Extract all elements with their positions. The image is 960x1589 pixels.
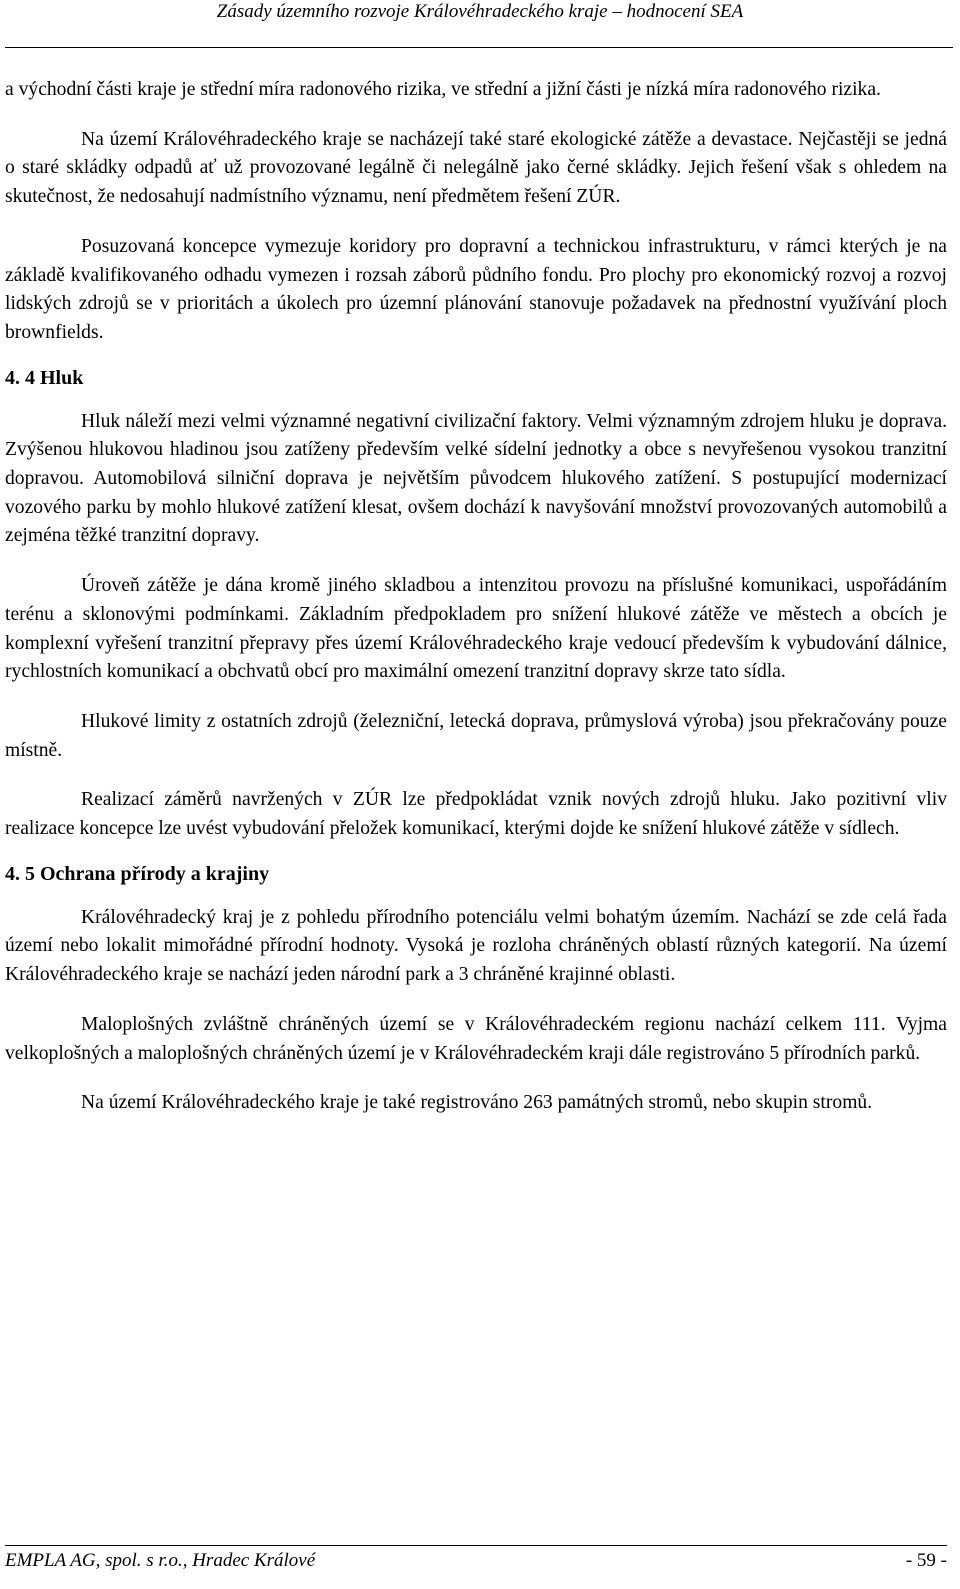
section-heading-nature: 4. 5 Ochrana přírody a krajiny	[5, 862, 270, 885]
paragraph-memorial-trees: Na území Královéhradeckého kraje je také registrováno 263 památných stromů, nebo skupin stromů.	[81, 1092, 873, 1114]
paragraph-protected-areas: Maloplošných zvláštně chráněných území se v Královéhradeckém regionu nachází celkem 111. Vyjma velkoplošných a maloplošných chráněných území je v Královéhradeckém kraji dále registrováno 5 přírodních parků.	[5, 1013, 947, 1064]
paragraph-nature-potential: Královéhradecký kraj je z pohledu přírodního potenciálu velmi bohatým územím. Nachází se zde celá řada území nebo lokalit mimořádné přírodní hodnoty. Vysoká je rozloha chráněných oblastí různých kategorií. Na území Královéhradeckého kraje se nachází jeden národní park a 3 chráněné krajinné oblasti.	[5, 906, 947, 986]
paragraph-noise-sources: Hluk náleží mezi velmi významné negativní civilizační faktory. Velmi významným zdrojem hluku je doprava. Zvýšenou hlukovou hladinou jsou zatíženy především velké sídelní jednotky a obce s nevyřešenou vysokou tranzitní dopravou. Automobilová silniční doprava je největším původcem hlukového zatížení. S postupující modernizací vozového parku by mohlo hlukové zatížení klesat, ovšem dochází k navyšování množství provozovaných automobilů a zejména těžké tranzitní dopravy.	[5, 410, 947, 547]
paragraph-land-use: Posuzovaná koncepce vymezuje koridory pro dopravní a technickou infrastrukturu, v rámci kterých je na základě kvalifikovaného odhadu vymezen i rozsah záborů půdního fondu. Pro plochy pro ekonomický rozvoj a rozvoj lidských zdrojů se v prioritách a úkolech pro územní plánování stanovuje požadavek na přednostní využívání ploch brownfields.	[5, 235, 947, 343]
page-number: - 59 -	[905, 1550, 947, 1571]
header-title: Zásady územního rozvoje Královéhradeckého kraje – hodnocení SEA	[216, 1, 744, 22]
document-body	[5, 76, 947, 1118]
section-heading-noise: 4. 4 Hluk	[5, 366, 84, 389]
page-header	[0, 0, 960, 24]
footer-company: EMPLA AG, spol. s r.o., Hradec Králové	[5, 1550, 316, 1571]
page-footer	[5, 1545, 947, 1572]
paragraph-noise-level: Úroveň zátěže je dána kromě jiného skladbou a intenzitou provozu na příslušné komunikaci, uspořádáním terénu a sklonovými podmínkami. Základním předpokladem pro snížení hlukové zátěže ve městech a obcích je komplexní vyřešení tranzitní přepravy přes území Královéhradeckého kraje vedoucí především k vybudování dálnice, rychlostních komunikací a obchvatů obcí pro maximální omezení tranzitní dopravy skrze tato sídla.	[5, 575, 947, 683]
paragraph-noise-zur: Realizací záměrů navržených v ZÚR lze předpokládat vznik nových zdrojů hluku. Jako pozitivní vliv realizace koncepce lze uvést vybudování přeložek komunikací, kterými dojde ke snížení hlukové zátěže v sídlech.	[5, 789, 947, 840]
paragraph-noise-limits: Hlukové limity z ostatních zdrojů (železniční, letecká doprava, průmyslová výroba) jsou překračovány pouze místně.	[5, 710, 947, 761]
header-divider	[5, 47, 953, 48]
paragraph-radon: a východní části kraje je střední míra radonového rizika, ve střední a jižní části je nízká míra radonového rizika.	[5, 79, 881, 100]
paragraph-ecological-burdens: Na území Královéhradeckého kraje se nacházejí také staré ekologické zátěže a devastace. Nejčastěji se jedná o staré skládky odpadů ať už provozované legálně či nelegálně jako černé skládky. Jejich řešení však s ohledem na skutečnost, že nedosahují nadmístního významu, není předmětem řešení ZÚR.	[5, 128, 947, 208]
